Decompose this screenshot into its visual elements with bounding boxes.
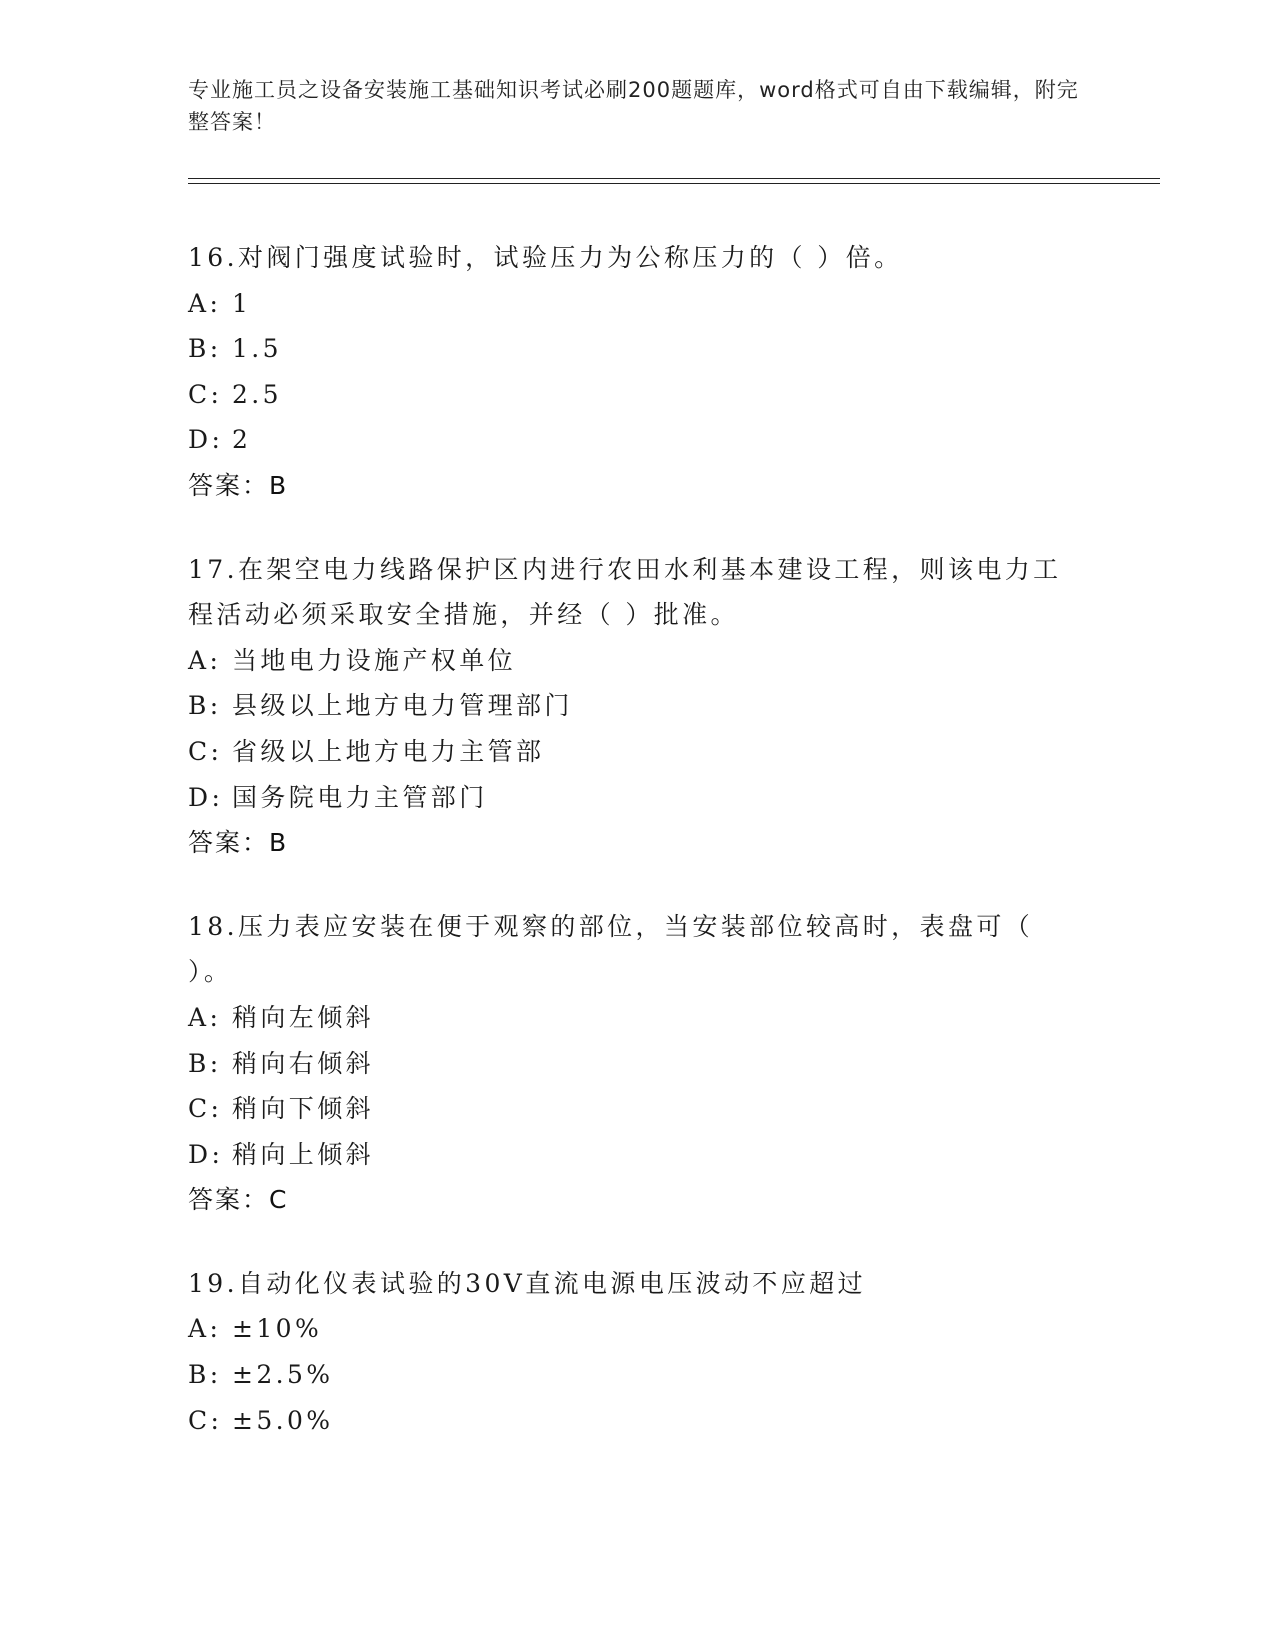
option-text: 稍向右倾斜 [232,1048,375,1078]
question-text: 16.对阀门强度试验时，试验压力为公称压力的（ ）倍。 [188,243,903,272]
option-text: ±10% [232,1314,323,1344]
answer: 答案：B [188,828,289,858]
option-a [188,995,1088,1041]
option-b [188,1352,1088,1398]
option-letter: C: [188,1405,223,1435]
option-text: 国务院电力主管部门 [232,782,488,812]
option-text: ±2.5% [232,1360,334,1390]
option-b [188,683,1088,729]
question-19 [188,1261,1088,1443]
question-16 [188,235,1088,509]
option-letter: C: [188,1094,223,1124]
option-text: 稍向下倾斜 [232,1094,375,1124]
option-letter: B: [188,691,222,721]
option-d [188,775,1088,821]
option-c [188,1086,1088,1132]
question-18 [188,904,1088,1223]
option-c [188,372,1088,418]
option-d [188,1132,1088,1178]
question-text: 18.压力表应安装在便于观察的部位，当安装部位较高时，表盘可（ ）。 [188,911,1034,987]
option-text: 2.5 [232,379,282,409]
option-letter: D: [188,1139,224,1169]
option-b [188,1041,1088,1087]
header-rule-bottom [188,183,1160,184]
option-text: 1.5 [232,334,282,364]
option-letter: A: [188,288,222,318]
option-text: 当地电力设施产权单位 [232,645,517,675]
document-header: 专业施工员之设备安装施工基础知识考试必刷200题题库，word格式可自由下载编辑，附完整答案！ [188,78,1079,134]
option-letter: D: [188,425,224,455]
option-letter: C: [188,736,223,766]
option-letter: B: [188,334,222,364]
option-a [188,281,1088,327]
option-b [188,326,1088,372]
option-text: ±5.0% [232,1405,334,1435]
answer: 答案：B [188,470,289,500]
option-letter: A: [188,645,222,675]
option-text: 2 [232,425,252,455]
option-letter: B: [188,1048,222,1078]
question-text: 19.自动化仪表试验的30V直流电源电压波动不应超过 [188,1268,867,1298]
option-letter: A: [188,1002,222,1032]
option-letter: B: [188,1360,222,1390]
option-a [188,1306,1088,1352]
option-letter: D: [188,782,224,812]
option-text: 稍向左倾斜 [232,1002,375,1032]
question-text: 17.在架空电力线路保护区内进行农田水利基本建设工程，则该电力工程活动必须采取安全措施，并经（ ）批准。 [188,554,1062,630]
option-text: 1 [232,288,252,318]
option-letter: A: [188,1314,222,1344]
option-d [188,417,1088,463]
option-a [188,638,1088,684]
question-17 [188,547,1088,866]
option-text: 稍向上倾斜 [232,1139,375,1169]
header-rule-top [188,178,1160,179]
option-c [188,1398,1088,1444]
option-text: 县级以上地方电力管理部门 [232,691,573,721]
answer: 答案：C [188,1185,289,1215]
option-letter: C: [188,379,223,409]
question-list [188,235,1088,1481]
option-text: 省级以上地方电力主管部 [232,736,545,766]
option-c [188,729,1088,775]
